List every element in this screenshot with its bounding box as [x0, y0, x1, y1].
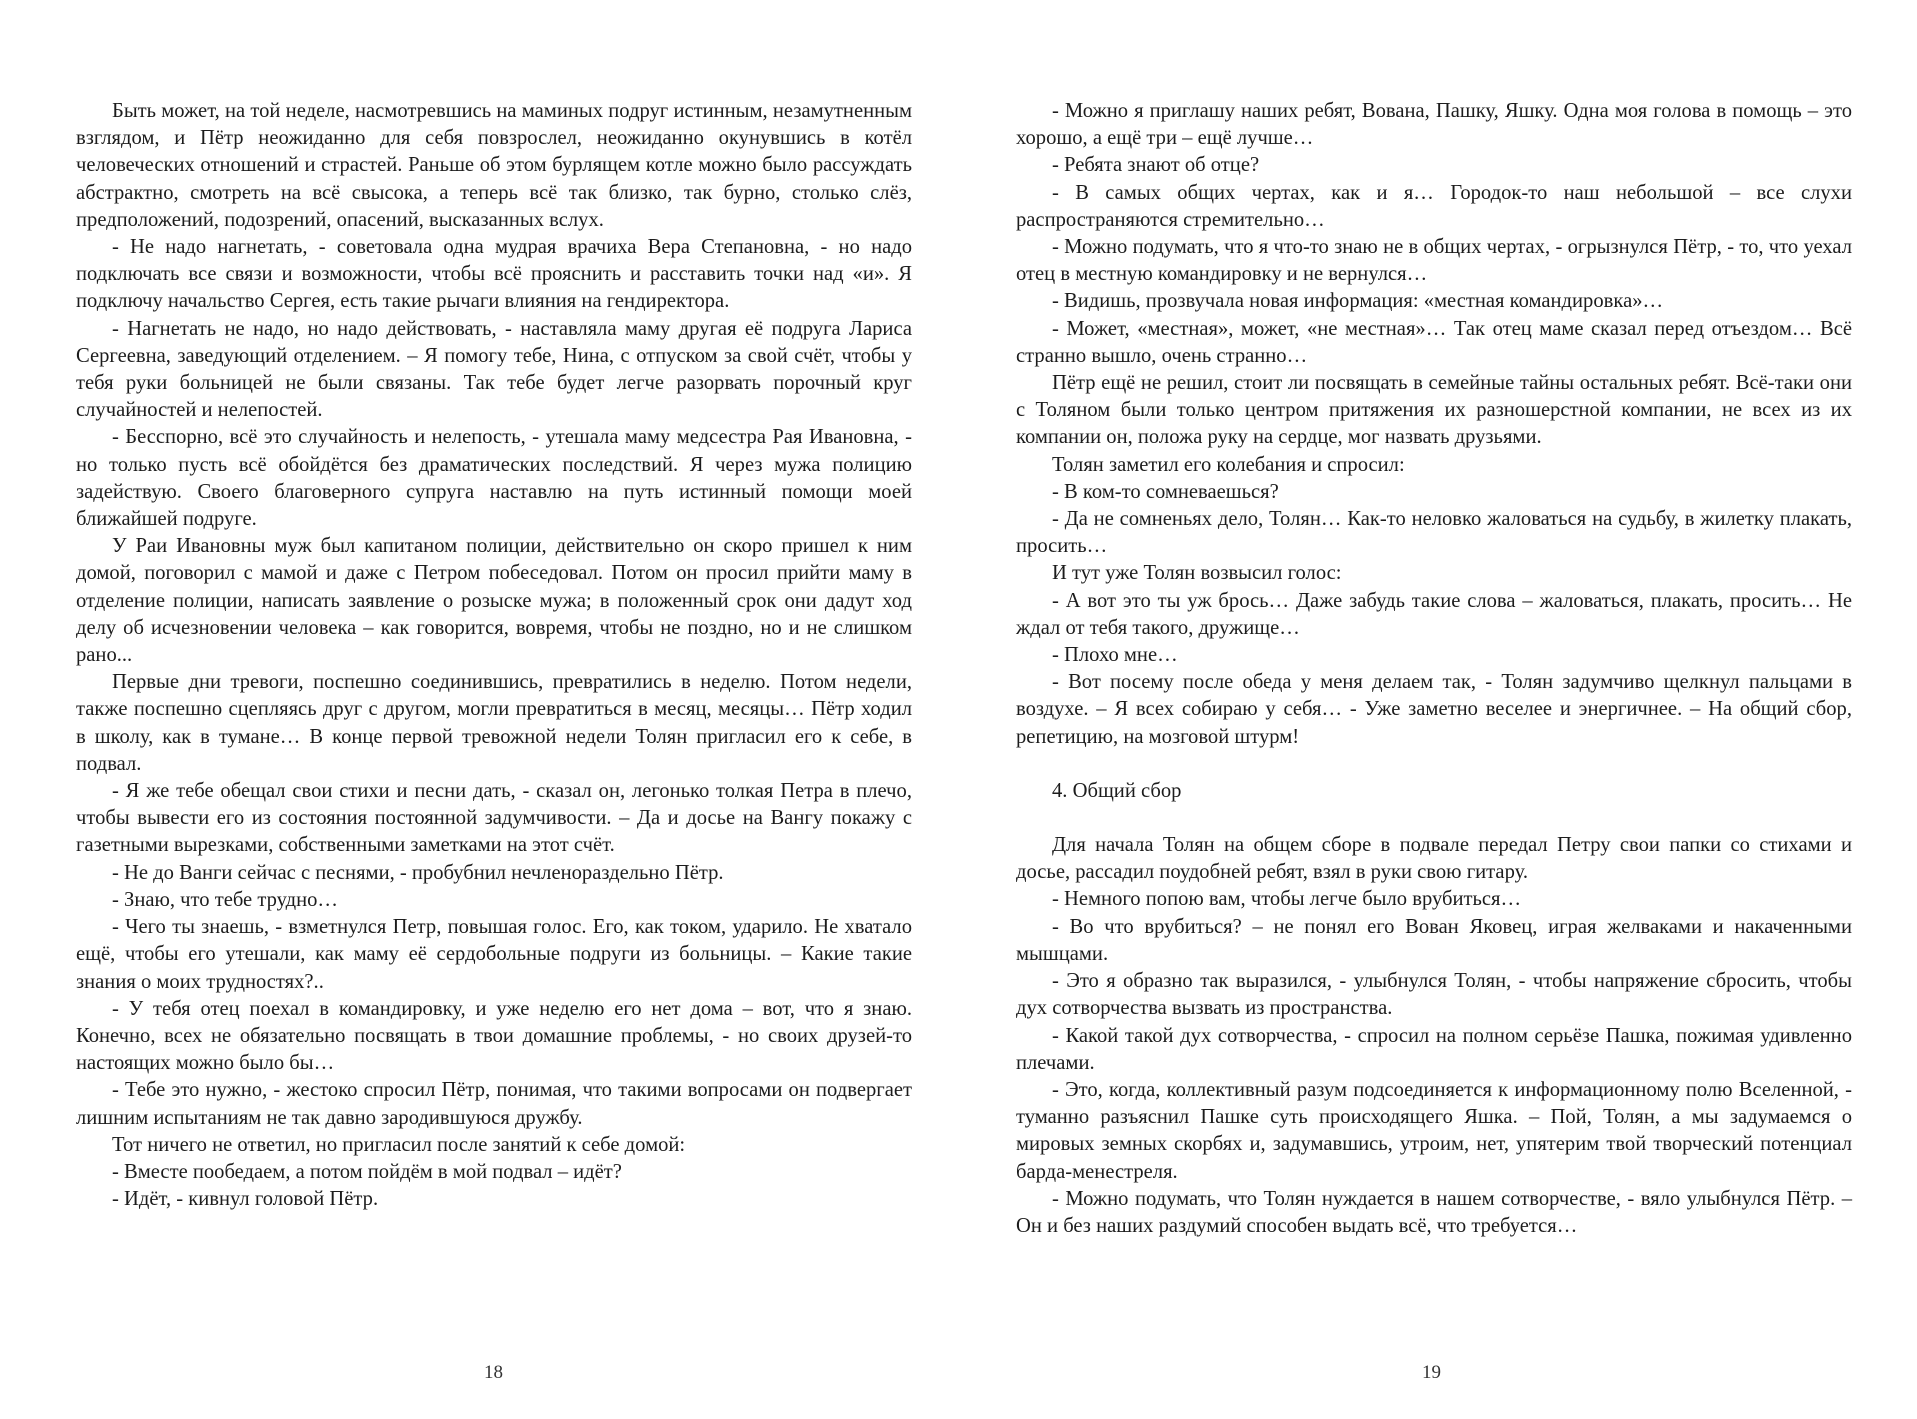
- paragraph: - В ком-то сомневаешься?: [1052, 480, 1279, 503]
- paragraph: - Это я образно так выразился, - улыбнулся Толян, - чтобы напряжение сбросить, чтобы дух сотворчества вызвать из пространства.: [1016, 970, 1852, 1020]
- paragraph: Толян заметил его колебания и спросил:: [1052, 453, 1405, 476]
- paragraph: - Не до Ванги сейчас с песнями, - пробубнил нечленораздельно Пётр.: [112, 861, 724, 884]
- paragraph: - Какой такой дух сотворчества, - спросил на полном серьёзе Пашка, пожимая удивленно плечами.: [1016, 1024, 1852, 1074]
- paragraph: - Чего ты знаешь, - взметнулся Петр, повышая голос. Его, как током, ударило. Не хватало ещё, чтобы его утешали, как маму её сердобольные подруги из больницы. – Какие такие знания о моих трудностях?..: [76, 916, 912, 993]
- right-page-number: 19: [1422, 1362, 1441, 1383]
- paragraph: - Я же тебе обещал свои стихи и песни дать, - сказал он, легонько толкая Петра в плечо, чтобы вывести его из состояния постоянной задумчивости. – Да и досье на Вангу покажу с газетными вырезками, собственными заметками на этот счёт.: [76, 780, 912, 857]
- right-page: [1016, 98, 1852, 1240]
- paragraph: - Можно подумать, что я что-то знаю не в общих чертах, - огрызнулся Пётр, - то, что уехал отец в местную командировку и не вернулся…: [1016, 236, 1852, 286]
- paragraph: - Тебе это нужно, - жестоко спросил Пётр, понимая, что такими вопросами он подвергает лишним испытаниям не так давно зародившуюся дружбу.: [76, 1079, 912, 1129]
- paragraph: - Можно я приглашу наших ребят, Вована, Пашку, Яшку. Одна моя голова в помощь – это хорошо, а ещё три – ещё лучше…: [1016, 100, 1852, 150]
- paragraph: - Не надо нагнетать, - советовала одна мудрая врачиха Вера Степановна, - но надо подключать все связи и возможности, чтобы всё прояснить и расставить точки над «и». Я подключу начальство Сергея, есть такие рычаги влияния на гендиректора.: [76, 236, 912, 313]
- chapter-heading: 4. Общий сбор: [1052, 779, 1182, 802]
- paragraph: Пётр ещё не решил, стоит ли посвящать в семейные тайны остальных ребят. Всё-таки они с Толяном были только центром притяжения их разношерстной компании, не всех из их компании он, положа руку на сердце, мог назвать друзьями.: [1016, 372, 1852, 449]
- paragraph: - Видишь, прозвучала новая информация: «местная командировка»…: [1052, 290, 1664, 313]
- paragraph: - Да не сомненьях дело, Толян… Как-то неловко жаловаться на судьбу, в жилетку плакать, просить…: [1016, 508, 1852, 558]
- paragraph: Тот ничего не ответил, но пригласил после занятий к себе домой:: [112, 1133, 686, 1156]
- paragraph: - Может, «местная», может, «не местная»… Так отец маме сказал перед отъездом… Всё странно вышло, очень странно…: [1016, 317, 1852, 367]
- paragraph: - Идёт, - кивнул головой Пётр.: [112, 1188, 379, 1211]
- paragraph: - Бесспорно, всё это случайность и нелепость, - утешала маму медсестра Рая Ивановна, - но только пусть всё обойдётся без драматических последствий. Я через мужа полицию задействую. Своего благоверного супруга наставлю на путь истинный помощи моей ближайшей подруге.: [76, 426, 912, 531]
- paragraph: - У тебя отец поехал в командировку, и уже неделю его нет дома – вот, что я знаю. Конечно, всех не обязательно посвящать в твои домашние проблемы, - но своих друзей-то настоящих можно было бы…: [76, 997, 912, 1075]
- paragraph: Быть может, на той неделе, насмотревшись на маминых подруг истинным, незамутненным взглядом, и Пётр неожиданно для себя повзрослел, неожиданно окунувшись в котёл человеческих отношений и страстей. Раньше об этом бурлящем котле можно было рассуждать абстрактно, смотреть на всё свысока, а теперь всё так близко, так бурно, столько слёз, предположений, подозрений, опасений, высказанных вслух.: [76, 100, 912, 231]
- paragraph: - Знаю, что тебе трудно…: [112, 888, 338, 911]
- paragraph: - Ребята знают об отце?: [1052, 154, 1260, 177]
- paragraph: - А вот это ты уж брось… Даже забудь такие слова – жаловаться, плакать, просить… Не ждал от тебя такого, дружище…: [1016, 589, 1852, 639]
- paragraph: - Нагнетать не надо, но надо действовать, - наставляла маму другая её подруга Лариса Сергеевна, заведующий отделением. – Я помогу тебе, Нина, с отпуском за свой счёт, чтобы у тебя руки больницей не были связаны. Так тебе будет легче разорвать порочный круг случайностей и нелепостей.: [76, 317, 912, 422]
- paragraph: - Можно подумать, что Толян нуждается в нашем сотворчестве, - вяло улыбнулся Пётр. – Он и без наших раздумий способен выдать всё, что требуется…: [1016, 1187, 1852, 1237]
- paragraph: Для начала Толян на общем сборе в подвале передал Петру свои папки со стихами и досье, рассадил поудобней ребят, взял в руки свою гитару.: [1016, 834, 1852, 884]
- paragraph: Первые дни тревоги, поспешно соединившись, превратились в неделю. Потом недели, также поспешно сцепляясь друг с другом, могли превратиться в месяц, месяцы… Пётр ходил в школу, как в тумане… В конце первой тревожной недели Толян пригласил его к себе, в подвал.: [76, 671, 912, 775]
- paragraph: - Во что врубиться? – не понял его Вован Яковец, играя желваками и накаченными мышцами.: [1016, 915, 1852, 965]
- left-page: [76, 98, 912, 1213]
- paragraph: У Раи Ивановны муж был капитаном полиции, действительно он скоро пришел к ним домой, поговорил с мамой и даже с Петром побеседовал. Потом он просил прийти маму в отделение полиции, написать заявление о розыске мужа; в положенный срок они дадут ход делу об исчезновении человека – как говорится, вовремя, чтобы не поздно, но и не слишком рано...: [76, 535, 912, 667]
- paragraph: - Вот посему после обеда у меня делаем так, - Толян задумчиво щелкнул пальцами в воздухе. – Я всех собираю у себя… - Уже заметно веселее и энергичнее. – На общий сбор, репетицию, на мозговой штурм!: [1016, 671, 1852, 748]
- paragraph: - В самых общих чертах, как и я… Городок-то наш небольшой – все слухи распространяются стремительно…: [1016, 181, 1852, 231]
- left-page-number: 18: [484, 1362, 503, 1383]
- paragraph: - Вместе пообедаем, а потом пойдём в мой подвал – идёт?: [112, 1160, 622, 1183]
- paragraph: - Это, когда, коллективный разум подсоединяется к информационному полю Вселенной, - туманно разъяснил Пашке суть происходящего Яшка. – Пой, Толян, а мы задумаемся о мировых земных скорбях и, задумавшись, утроим, нет, упятерим твой творческий потенциал барда-менестреля.: [1016, 1078, 1852, 1183]
- paragraph: И тут уже Толян возвысил голос:: [1052, 562, 1342, 585]
- paragraph: - Немного попою вам, чтобы легче было врубиться…: [1052, 888, 1522, 911]
- paragraph: - Плохо мне…: [1052, 644, 1178, 667]
